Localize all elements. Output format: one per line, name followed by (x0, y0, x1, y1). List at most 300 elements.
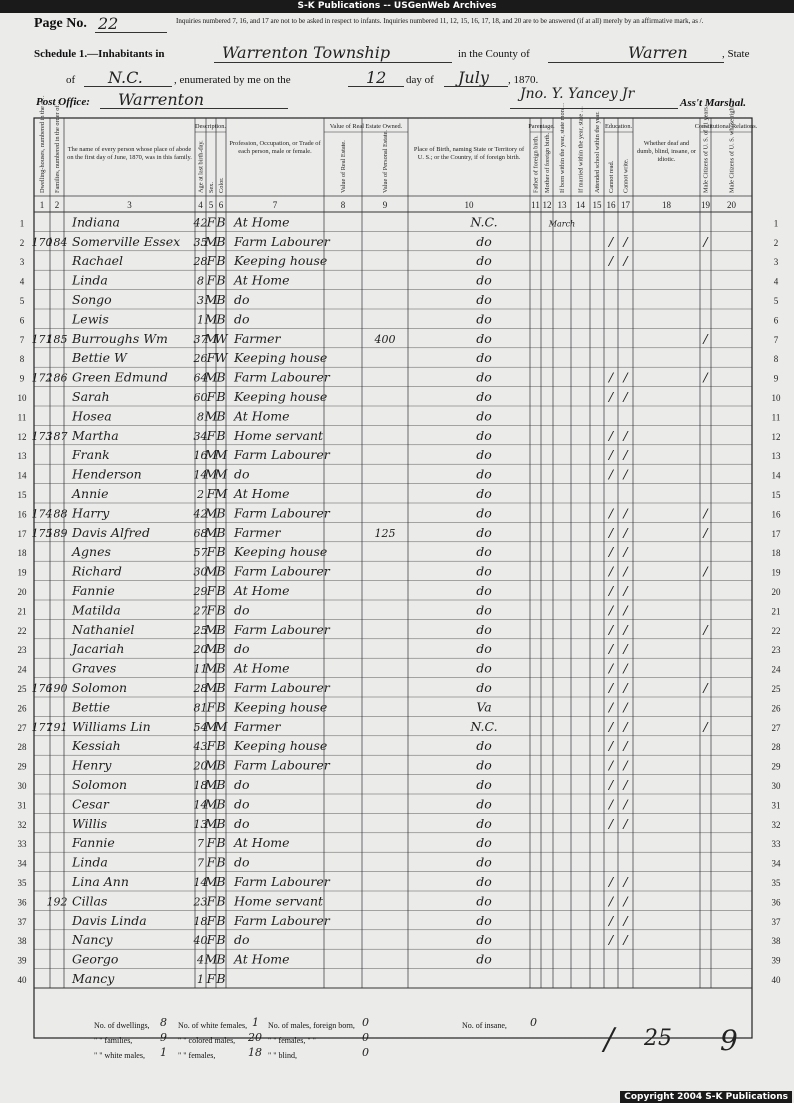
cell-age: 42 (193, 216, 208, 230)
cell-name: Lina Ann (72, 874, 129, 889)
group-header-description: Description. (195, 123, 226, 130)
row-number: 1 (19, 218, 25, 229)
cell-occ: At Home (234, 272, 290, 288)
cell-birth: do (476, 912, 492, 928)
archive-banner: S-K Publications -- USGenWeb Archives (0, 0, 794, 13)
cell-birth: do (476, 389, 492, 404)
cell-age: 81 (193, 701, 208, 715)
cell-age: 25 (193, 623, 208, 637)
column-header-9: Value of Personal Estate. (382, 130, 389, 193)
row-number: 12 (17, 431, 27, 442)
row-number: 17 (17, 528, 27, 539)
cell-f: 184 (46, 235, 68, 249)
cell-c19: / (703, 680, 708, 695)
cell-sex: M (204, 369, 218, 385)
row-number: 27 (17, 722, 27, 733)
cell-name: Nancy (72, 932, 113, 948)
column-number-14: 14 (576, 200, 585, 210)
cell-sex: M (204, 757, 218, 773)
post-office-label: Post Office: (36, 96, 90, 108)
column-header-1: Dwelling-houses, numbered in the o… (39, 95, 46, 193)
row-number: 20 (17, 587, 27, 597)
cell-color: M (214, 486, 228, 501)
table-row (18, 641, 782, 656)
cell-sex: M (204, 292, 218, 307)
cell-occ: Farm Labourer (234, 233, 330, 249)
cell-f: 188 (46, 507, 68, 521)
cell-color: B (216, 292, 226, 307)
cell-c17: / (623, 253, 628, 269)
cell-color: B (216, 311, 226, 327)
row-number: 4 (19, 276, 25, 287)
cell-birth: do (476, 602, 492, 618)
cell-age: 4 (197, 953, 204, 967)
row-number: 40 (17, 975, 27, 985)
cell-birth: do (476, 350, 492, 366)
cell-sex: F (206, 253, 216, 269)
cell-birth: do (476, 505, 492, 521)
cell-color: M (214, 447, 228, 463)
table-row (18, 777, 782, 792)
cell-c16: / (608, 544, 614, 560)
cell-color: B (216, 874, 226, 889)
cell-birth: do (476, 893, 492, 909)
column-number-8: 8 (340, 200, 346, 210)
cell-c16: / (608, 621, 614, 637)
cell-sex: F (206, 602, 216, 618)
cell-occ: Home servant (234, 893, 324, 909)
row-number: 32 (17, 819, 27, 830)
cell-name: Bettie (72, 699, 111, 715)
cell-c17: / (623, 544, 628, 560)
cell-color: M (214, 466, 228, 482)
table-row (18, 544, 782, 559)
cell-name: Cillas (72, 893, 108, 909)
cell-c16: / (608, 699, 614, 715)
cell-birth: Va (476, 699, 492, 715)
cell-d: 170 (31, 235, 53, 249)
column-number-20: 20 (727, 200, 736, 210)
cell-c16: / (608, 815, 614, 831)
row-number-right: 5 (773, 296, 779, 306)
cell-c19: / (703, 330, 708, 346)
county-label: in the County of (458, 48, 530, 60)
cell-sex: M (204, 563, 218, 579)
footer-white-males-label: " " white males, (94, 1051, 145, 1060)
row-number-right: 35 (771, 878, 781, 888)
cell-name: Indiana (72, 214, 120, 230)
cell-c19: / (703, 369, 708, 385)
footer-families: 9 (160, 1031, 167, 1044)
cell-name: Solomon (72, 680, 128, 695)
cell-sex: F (206, 214, 216, 230)
cell-sex: M (204, 641, 218, 657)
table-row (18, 661, 782, 676)
cell-d: 172 (31, 371, 53, 385)
day-of-label: day of (406, 74, 434, 86)
footer-foreign-females: 0 (362, 1031, 369, 1044)
cell-d: 174 (31, 507, 53, 521)
cell-c16: / (608, 389, 614, 404)
cell-name: Henderson (72, 466, 142, 482)
table-row (18, 855, 782, 870)
table-row (18, 680, 782, 695)
cell-sex: M (204, 951, 218, 967)
row-number: 26 (17, 703, 27, 714)
row-number: 11 (17, 412, 27, 423)
cell-c17: / (623, 699, 628, 715)
cell-color: B (216, 971, 226, 986)
cell-c16: / (608, 466, 614, 482)
cell-c16: / (608, 660, 614, 676)
cell-birth: do (476, 835, 492, 851)
cell-c16: / (608, 796, 614, 812)
cell-c16: / (608, 757, 614, 773)
row-number-right: 21 (771, 606, 781, 617)
row-number-right: 27 (771, 722, 781, 733)
cell-color: B (216, 951, 226, 967)
cell-d: 176 (31, 682, 53, 695)
cell-sex: F (206, 971, 216, 986)
cell-age: 18 (193, 779, 208, 792)
cell-birth: do (476, 466, 492, 482)
cell-occ: do (234, 466, 250, 482)
row-number-right: 33 (771, 839, 781, 850)
table-row (18, 525, 782, 540)
cell-f: 186 (46, 371, 68, 385)
township-name: Warrenton Township (222, 43, 391, 62)
cell-c17: / (623, 893, 628, 909)
cell-birth: do (476, 233, 492, 249)
cell-color: W (214, 350, 228, 366)
cell-occ: At Home (234, 835, 290, 851)
cell-c19: / (703, 718, 708, 734)
cell-c17: / (623, 757, 628, 773)
cell-c17: / (623, 621, 628, 637)
cell-birth: do (476, 369, 492, 385)
table-row (18, 602, 781, 617)
row-number: 24 (17, 664, 27, 675)
cell-birth: do (476, 621, 492, 637)
cell-color: B (216, 641, 226, 657)
footer-colored-males-label: " " colored males, (178, 1036, 236, 1045)
cell-sex: M (204, 447, 218, 463)
cell-sex: F (206, 932, 216, 948)
cell-occ: do (234, 815, 250, 831)
group-header-education: Education. (604, 123, 633, 130)
cell-occ: Keeping house (234, 253, 328, 269)
cell-sex: F (206, 544, 216, 560)
table-row (18, 971, 782, 986)
inquiries-note: Inquiries numbered 7, 16, and 17 are not to be asked in respect to infants. Inquiries numbered 11, 12, 15, 16, 17, 18, and 20 are to be answered (if at all) merely by an affirmative mark, as /. (176, 17, 704, 25)
cell-c17: / (623, 660, 628, 676)
cell-c17: / (623, 427, 628, 443)
cell-occ: Keeping house (234, 699, 328, 715)
footer-dwellings: 8 (160, 1016, 167, 1029)
cell-age: 2 (197, 488, 204, 501)
cell-birth: do (476, 854, 492, 870)
row-number-right: 2 (773, 237, 779, 248)
cell-d: 173 (31, 429, 53, 443)
table-row (18, 835, 782, 850)
cell-occ: Farm Labourer (234, 505, 330, 521)
row-number: 16 (17, 509, 27, 520)
cell-name: Rachael (72, 253, 124, 269)
table-row (20, 370, 779, 385)
cell-sex: M (204, 466, 218, 482)
table-row (18, 758, 782, 773)
cell-c17: / (623, 466, 628, 482)
cell-birth: do (476, 563, 492, 579)
cell-color: B (216, 233, 226, 249)
column-header-6: Color. (218, 177, 225, 193)
table-row (18, 893, 782, 908)
row-number-right: 22 (771, 625, 781, 636)
row-number-right: 36 (771, 897, 781, 908)
column-number-10: 10 (464, 200, 474, 210)
row-number-right: 6 (773, 315, 779, 326)
cell-age: 13 (193, 817, 208, 831)
cell-occ: Keeping house (234, 350, 328, 366)
column-number-7: 7 (272, 200, 278, 210)
table-row (20, 350, 779, 365)
table-row (18, 796, 781, 811)
row-number: 35 (17, 878, 27, 888)
footer-white-males: 1 (160, 1046, 167, 1059)
column-header-18 (636, 140, 697, 202)
cell-age: 20 (193, 759, 208, 773)
cell-occ: do (234, 854, 250, 870)
cell-color: B (216, 932, 226, 948)
table-row (18, 932, 782, 947)
row-number-right: 19 (771, 567, 781, 578)
cell-color: B (216, 253, 226, 269)
cell-color: B (216, 272, 226, 288)
column-number-1: 1 (39, 200, 45, 210)
cell-f: 185 (46, 332, 68, 346)
column-number-18: 18 (662, 200, 671, 210)
cell-color: B (216, 544, 226, 560)
table-row (18, 874, 782, 889)
footer-insane: 0 (530, 1016, 537, 1029)
cell-occ: Home servant (234, 427, 324, 443)
cell-c16: / (608, 893, 614, 909)
cell-birth: N.C. (470, 718, 498, 734)
column-header-13: If born within the year, state mon… (559, 102, 566, 193)
row-number-right: 23 (771, 645, 781, 656)
cell-age: 3 (197, 294, 204, 307)
row-number-right: 26 (771, 703, 781, 714)
cell-name: Songo (72, 292, 112, 307)
cell-name: Jacariah (72, 641, 125, 657)
cell-age: 14 (193, 468, 208, 482)
row-number-right: 39 (771, 955, 781, 966)
cell-occ: At Home (234, 583, 290, 598)
cell-occ: Keeping house (234, 544, 328, 560)
column-number-15: 15 (592, 200, 602, 210)
row-number-right: 28 (771, 742, 781, 753)
cell-birth: do (476, 680, 492, 695)
row-number-right: 10 (771, 393, 781, 403)
table-row (18, 389, 782, 404)
row-number: 13 (17, 451, 27, 462)
cell-d: 171 (31, 332, 53, 346)
cell-c16: / (608, 563, 614, 579)
table-row (18, 486, 782, 501)
cell-color: B (216, 912, 226, 928)
cell-occ: At Home (234, 408, 290, 424)
cell-sex: M (204, 660, 218, 676)
group-header-constitutional: Constitutional Relations. (694, 123, 758, 130)
cell-color: B (216, 835, 226, 851)
group-header-parentage: Parentage. (528, 123, 555, 130)
table-row (20, 311, 779, 326)
row-number-right: 24 (771, 664, 781, 675)
county-name: Warren (628, 43, 688, 62)
cell-c19: / (703, 233, 708, 249)
row-number: 8 (19, 354, 25, 365)
footer-foreign-females-label: " " females, " " (268, 1036, 316, 1045)
table-row (18, 467, 782, 482)
cell-sex: M (204, 718, 218, 734)
cell-sex: F (206, 699, 216, 715)
column-number-9: 9 (382, 200, 388, 210)
cell-name: Linda (72, 854, 108, 870)
column-number-12: 12 (542, 200, 552, 210)
table-row (18, 583, 782, 598)
column-header-16: Cannot read. (608, 160, 615, 193)
cell-color: B (216, 563, 226, 579)
cell-occ: At Home (234, 214, 290, 230)
cell-c16: / (608, 602, 614, 618)
cell-c17: / (623, 718, 628, 734)
cell-name: Bettie W (72, 350, 127, 366)
cell-c16: / (608, 505, 614, 521)
cell-sex: F (206, 389, 216, 404)
cell-sex: F (206, 835, 216, 851)
row-number-right: 3 (773, 257, 779, 268)
table-row (20, 292, 779, 307)
cell-sex: M (204, 330, 218, 346)
row-number-right: 4 (773, 276, 779, 287)
row-number: 5 (19, 296, 25, 306)
row-number-right: 13 (771, 451, 781, 462)
cell-birth: do (476, 583, 492, 598)
cell-c16: / (608, 641, 614, 657)
row-number: 7 (19, 334, 25, 345)
row-number: 25 (17, 684, 27, 694)
cell-pe: 125 (374, 526, 396, 540)
footer-tally-20: 9 (720, 1024, 738, 1057)
cell-color: B (216, 621, 226, 637)
cell-birth: do (476, 272, 492, 288)
cell-name: Sarah (72, 389, 110, 404)
cell-occ: Farm Labourer (234, 757, 330, 773)
cell-name: Cesar (72, 796, 109, 812)
cell-name: Harry (72, 505, 110, 521)
cell-c17: / (623, 815, 628, 831)
row-number-right: 31 (771, 800, 781, 811)
cell-age: 37 (193, 332, 208, 346)
column-number-16: 16 (606, 200, 616, 210)
cell-age: 30 (193, 565, 208, 579)
cell-sex: F (206, 912, 216, 928)
cell-color: B (216, 583, 226, 598)
cell-name: Mancy (72, 971, 115, 986)
cell-occ: do (234, 796, 250, 812)
cell-age: 40 (193, 934, 208, 948)
cell-color: B (216, 854, 226, 870)
table-row (20, 253, 779, 268)
column-header-10 (411, 146, 527, 208)
cell-sex: F (206, 272, 216, 288)
enumeration-day: 12 (366, 68, 387, 87)
cell-c19: / (703, 505, 708, 521)
cell-birth: do (476, 292, 492, 307)
row-number-right: 16 (771, 509, 781, 520)
cell-name: Somerville Essex (72, 233, 181, 249)
cell-age: 54 (193, 720, 208, 734)
cell-c17: / (623, 369, 628, 385)
cell-occ: At Home (234, 660, 290, 676)
cell-c16: / (608, 524, 614, 540)
cell-birth: do (476, 777, 492, 792)
column-header-text-7: Profession, Occupation, or Trade of each person, male or female. (229, 140, 321, 155)
cell-sex: M (204, 680, 218, 695)
cell-age: 28 (193, 255, 208, 269)
cell-c17: / (623, 641, 628, 657)
cell-age: 57 (193, 546, 208, 560)
cell-c17: / (623, 583, 628, 598)
column-number-3: 3 (127, 200, 132, 210)
row-number-right: 20 (771, 587, 781, 597)
cell-sex: M (204, 621, 218, 637)
cell-c17: / (623, 233, 628, 249)
cell-c17: / (623, 680, 628, 695)
footer-blind-label: " " blind, (268, 1051, 297, 1060)
row-number: 37 (17, 916, 27, 927)
cell-birth: do (476, 951, 492, 967)
cell-c16: / (608, 718, 614, 734)
cell-c17: / (623, 447, 628, 463)
row-number: 28 (17, 742, 27, 753)
cell-birth: do (476, 330, 492, 346)
state-label: , State (722, 48, 750, 60)
cell-birth: do (476, 660, 492, 676)
cell-age: 23 (193, 895, 208, 909)
cell-c19: / (703, 563, 708, 579)
column-number-17: 17 (621, 200, 630, 210)
cell-age: 16 (193, 449, 208, 463)
row-number: 21 (17, 606, 27, 617)
column-number-2: 2 (54, 200, 60, 210)
column-header-text-18: Whether deaf and dumb, blind, insane, or idiotic. (637, 140, 696, 163)
row-number-right: 38 (771, 936, 781, 947)
cell-color: B (216, 214, 226, 230)
column-header-17: Cannot write. (622, 158, 630, 193)
row-number: 23 (17, 645, 27, 656)
cell-birth: do (476, 738, 492, 754)
cell-color: B (216, 738, 226, 754)
row-number-right: 15 (771, 490, 781, 500)
row-number: 39 (17, 955, 27, 966)
cell-c16: / (608, 253, 614, 269)
footer-white-females: 1 (252, 1016, 259, 1029)
enumeration-month: July (458, 68, 489, 87)
cell-occ: Farm Labourer (234, 369, 330, 385)
cell-c16: / (608, 912, 614, 928)
row-number: 2 (19, 237, 25, 248)
